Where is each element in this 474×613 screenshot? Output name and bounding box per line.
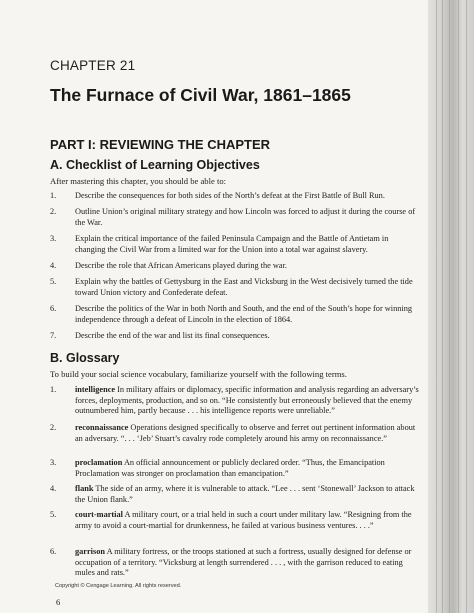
chapter-title: The Furnace of Civil War, 1861–1865: [50, 85, 351, 105]
item-text: Explain why the battles of Gettysburg in the East and Vicksburg in the West decisively turned the tide toward Union victory and Confederate defeat.: [75, 277, 413, 297]
section-a-intro: After mastering this chapter, you should be able to:: [50, 176, 227, 186]
part-heading: PART I: REVIEWING THE CHAPTER: [50, 137, 271, 152]
item-text: Describe the consequences for both sides of the North’s defeat at the First Battle of Bull Run.: [75, 191, 385, 200]
glossary-term: flank: [75, 484, 94, 493]
objective-item: [50, 234, 420, 255]
objective-item: [50, 277, 420, 298]
item-number: 4.: [50, 261, 57, 270]
item-number: 1.: [50, 385, 57, 394]
item-number: 2.: [50, 207, 57, 216]
item-number: 4.: [50, 484, 57, 493]
glossary-term: reconnaissance: [75, 423, 129, 432]
glossary-definition: An official announcement or publicly declared order. “Thus, the Emancipation Proclamation was stronger on proclamation than emancipation.”: [75, 458, 385, 478]
section-b-heading: B. Glossary: [50, 351, 120, 365]
glossary-item: [50, 458, 420, 479]
item-number: 5.: [50, 510, 57, 519]
copyright-notice: Copyright © Cengage Learning. All rights reserved.: [55, 583, 182, 589]
glossary-item: [50, 423, 420, 444]
item-number: 6.: [50, 304, 57, 313]
item-text: Explain the critical importance of the failed Peninsula Campaign and the Battle of Antietam in changing the Civil War from a limited war for the Union into a total war against slavery.: [75, 234, 389, 254]
item-text: Describe the role that African Americans played during the war.: [75, 261, 287, 270]
objective-item: [50, 191, 420, 202]
item-number: 1.: [50, 191, 57, 200]
item-number: 3.: [50, 234, 57, 243]
objective-item: [50, 261, 420, 272]
objective-item: [50, 331, 420, 342]
glossary-item: [50, 510, 420, 531]
section-a-heading: A. Checklist of Learning Objectives: [50, 158, 260, 172]
item-number: 2.: [50, 423, 57, 432]
item-number: 3.: [50, 458, 57, 467]
glossary-item: [50, 385, 420, 417]
glossary-definition: In military affairs or diplomacy, specific information and analysis regarding an adversary’s forces, deployments, production, and so on. “He consistently but erroneously believed that the enemy outnumbered him, partly because . . . his intelligence reports were unreliable.”: [75, 385, 419, 416]
glossary-term: proclamation: [75, 458, 123, 467]
glossary-definition: A military fortress, or the troops stationed at such a fortress, usually designed for defense or occupation of a territory. “Vicksburg at length surrendered . . . , with the garrison reduced to eating mules and rats.”: [75, 547, 412, 578]
glossary-definition: A military court, or a trial held in such a court under military law. “Resigning from the army to avoid a court-martial for drunkenness, he failed at various business ventures. . . .”: [75, 510, 412, 530]
item-text: Describe the politics of the War in both North and South, and the end of the South’s hope for winning independence through a defeat of Lincoln in the election of 1864.: [75, 304, 412, 324]
item-text: Outline Union’s original military strategy and how Lincoln was forced to adjust it during the course of the War.: [75, 207, 416, 227]
glossary-item: [50, 484, 420, 505]
item-number: 5.: [50, 277, 57, 286]
glossary-item: [50, 547, 420, 579]
page-number: 6: [56, 597, 61, 607]
item-number: 7.: [50, 331, 57, 340]
objective-item: [50, 207, 420, 228]
item-number: 6.: [50, 547, 57, 556]
glossary-definition: The side of an army, where it is vulnerable to attack. “Lee . . . sent ‘Stonewall’ Jackson to attack the Union flank.”: [75, 484, 415, 504]
glossary-term: garrison: [75, 547, 105, 556]
glossary-term: court-martial: [75, 510, 123, 519]
chapter-label: CHAPTER 21: [50, 58, 136, 73]
objective-item: [50, 304, 420, 325]
glossary-term: intelligence: [75, 385, 116, 394]
page-binding-edge: [428, 0, 474, 613]
item-text: Describe the end of the war and list its final consequences.: [75, 331, 270, 340]
section-b-intro: To build your social science vocabulary, familiarize yourself with the following terms.: [50, 369, 347, 379]
glossary-definition: Operations designed specifically to observe and ferret out pertinent information about an adversary. “. . . ‘Jeb’ Stuart’s cavalry rode completely around his army on reconnaissance.”: [75, 423, 416, 443]
